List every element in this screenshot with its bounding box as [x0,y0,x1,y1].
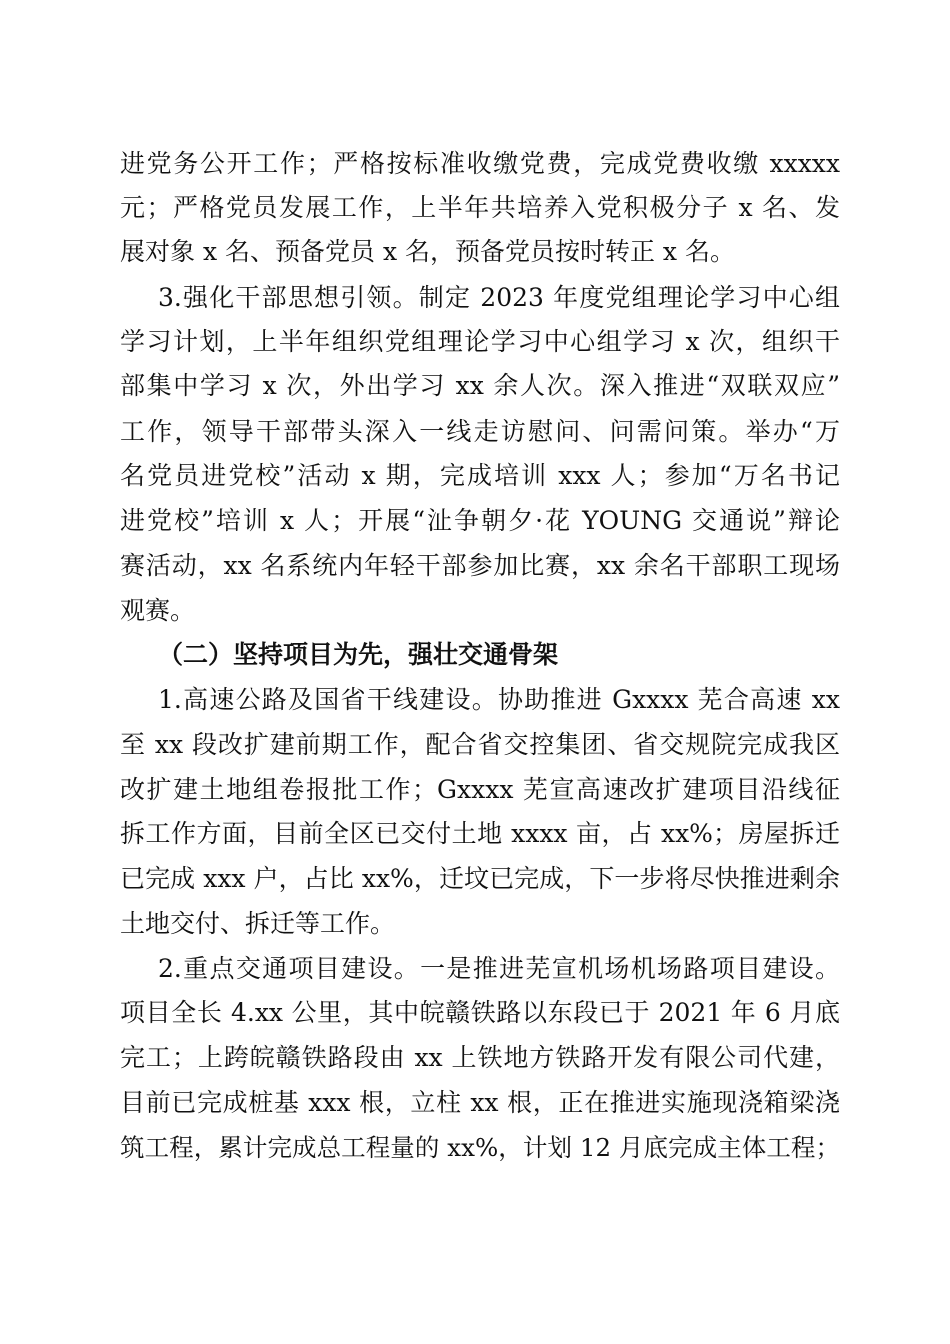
text-line: 1.高速公路及国省干线建设。协助推进 Gxxxx 芜合高速 xx [158,685,840,714]
text-line: 3.强化干部思想引领。制定 2023 年度党组理论学习中心组 [158,283,840,312]
text-line: 名党员进党校”活动 x 期，完成培训 xxx 人；参加“万名书记 [120,461,840,490]
text-line: 进党务公开工作；严格按标准收缴党费，完成党费收缴 xxxxx [120,149,840,178]
text-line: 土地交付、拆迁等工作。 [120,909,396,938]
text-line: 项目全长 4.xx 公里，其中皖赣铁路以东段已于 2021 年 6 月底 [120,998,840,1027]
text-line: 观赛。 [120,596,196,625]
text-line: 进党校”培训 x 人；开展“沚争朝夕·花 YOUNG 交通说”辩论 [120,506,840,535]
text-line: 改扩建土地组卷报批工作；Gxxxx 芜宣高速改扩建项目沿线征 [120,775,840,804]
text-line: 元；严格党员发展工作，上半年共培养入党积极分子 x 名、发 [120,193,840,222]
text-line: 至 xx 段改扩建前期工作，配合省交控集团、省交规院完成我区 [120,730,840,759]
section-heading: （二）坚持项目为先，强壮交通骨架 [158,640,559,669]
text-line: 工作，领导干部带头深入一线走访慰问、问需问策。举办“万 [120,417,840,446]
text-line: 完工；上跨皖赣铁路段由 xx 上铁地方铁路开发有限公司代建， [120,1043,840,1072]
text-line: 赛活动，xx 名系统内年轻干部参加比赛，xx 余名干部职工现场 [120,551,840,580]
text-line: 目前已完成桩基 xxx 根，立柱 xx 根，正在推进实施现浇箱梁浇 [120,1088,840,1117]
text-line: 学习计划，上半年组织党组理论学习中心组学习 x 次，组织干 [120,327,840,356]
text-line: 拆工作方面，目前全区已交付土地 xxxx 亩，占 xx%；房屋拆迁 [120,819,840,848]
text-line: 筑工程，累计完成总工程量的 xx%，计划 12 月底完成主体工程； [120,1133,840,1162]
text-line: 已完成 xxx 户，占比 xx%，迁坟已完成，下一步将尽快推进剩余 [120,864,840,893]
text-line: 展对象 x 名、预备党员 x 名，预备党员按时转正 x 名。 [120,237,735,266]
text-line: 部集中学习 x 次，外出学习 xx 余人次。深入推进“双联双应” [120,371,840,400]
text-line: 2.重点交通项目建设。一是推进芜宣机场机场路项目建设。 [158,954,840,983]
